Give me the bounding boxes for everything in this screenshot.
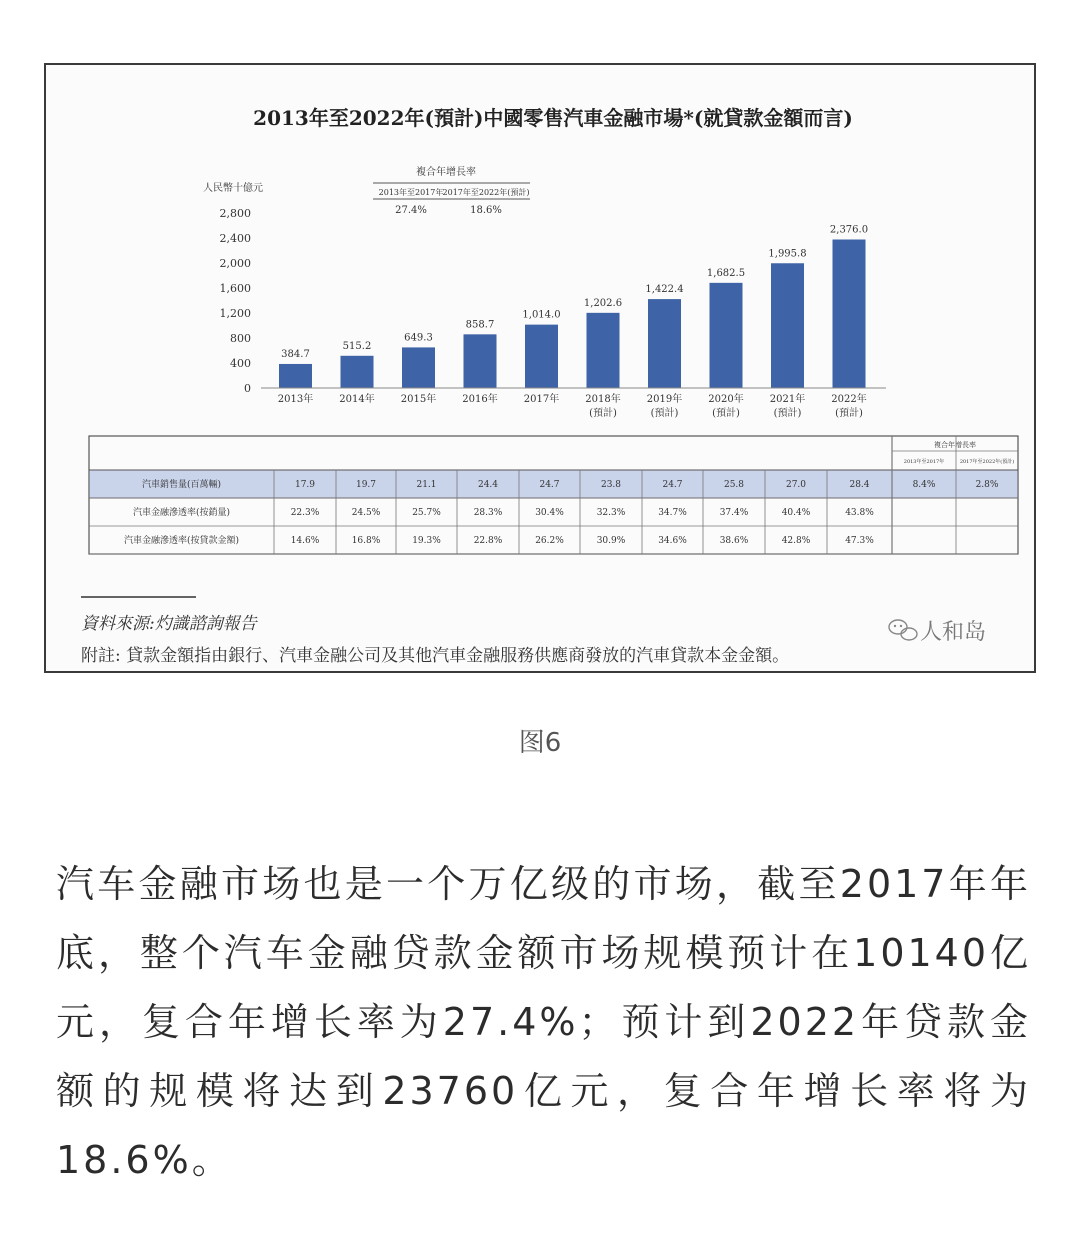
bar-2019 (648, 299, 681, 388)
table-cell: 24.7 (662, 480, 683, 490)
table-cell: 47.3% (845, 536, 874, 546)
chart-svg (46, 65, 1034, 671)
x-tick-note: (預計) (773, 408, 802, 419)
table-cell: 24.5% (351, 508, 381, 518)
table-cell: 37.4% (719, 508, 749, 518)
y-axis-ticks (220, 207, 252, 395)
bar-value-label: 1,014.0 (522, 309, 561, 321)
x-tick-label: 2019年 (646, 394, 683, 405)
table-cell: 24.7 (539, 480, 560, 490)
bar-value-label: 2,376.0 (829, 224, 869, 236)
table-cell: 27.0 (785, 480, 807, 490)
y-tick-label: 2,000 (219, 257, 251, 270)
cagr-annotation (373, 165, 530, 216)
wechat-icon (889, 620, 917, 640)
y-tick-label: 2,800 (219, 207, 251, 220)
bar-value-label: 1,995.8 (768, 248, 807, 260)
cagr-period-2: 2017年至2022年(預計) (442, 188, 530, 197)
x-tick-note: (預計) (712, 408, 740, 419)
x-tick-label: 2018年 (585, 394, 621, 405)
bar-2015 (402, 347, 435, 388)
x-tick-note: (預計) (589, 408, 617, 419)
table-cell: 34.6% (658, 536, 687, 546)
data-table (89, 436, 1018, 554)
note-text: 附註: 貸款金額指由銀行、汽車金融公司及其他汽車金融服務供應商發放的汽車貸款本金金額。 (81, 646, 790, 666)
table-cell: 43.8% (845, 508, 874, 518)
bar-value-label: 515.2 (342, 340, 372, 352)
table-cell: 21.1 (416, 480, 437, 490)
table-cell: 22.8% (473, 536, 503, 546)
bar-2021 (771, 263, 804, 388)
cagr-value-2: 18.6% (470, 205, 502, 216)
bar-2017 (525, 325, 558, 388)
table-row (133, 506, 874, 518)
watermark (889, 620, 986, 645)
figure-caption: 图6 (518, 728, 562, 758)
chart-figure (44, 63, 1036, 673)
table-cell: 16.8% (351, 536, 381, 546)
table-cagr-cell: 2.8% (975, 480, 999, 490)
bar-2020 (710, 283, 743, 388)
table-cell: 23.8 (600, 480, 622, 490)
table-cagr-cell: 8.4% (912, 480, 936, 490)
table-cell: 25.8 (723, 480, 745, 490)
bar-2014 (341, 356, 374, 388)
bar-2016 (464, 334, 497, 388)
x-tick-label: 2017年 (523, 394, 560, 405)
bar-value-label: 858.7 (465, 319, 495, 331)
bar-value-label: 1,202.6 (583, 297, 623, 309)
bar-2018 (587, 313, 620, 388)
bar-2022 (833, 240, 866, 389)
x-axis-labels (278, 392, 867, 419)
bars (279, 225, 868, 389)
bar-value-label: 1,682.5 (706, 267, 746, 279)
x-tick-label: 2020年 (708, 394, 744, 405)
table-cell: 32.3% (596, 508, 626, 518)
table-cell: 22.3% (290, 508, 320, 518)
bar-value-label: 649.3 (404, 332, 433, 344)
cagr-period-1: 2013年至2017年 (378, 188, 444, 197)
y-tick-label: 0 (244, 382, 251, 395)
table-cell: 38.6% (719, 536, 749, 546)
x-tick-label: 2022年 (831, 394, 867, 405)
table-cell: 26.2% (535, 536, 564, 546)
table-cagr-header: 複合年增長率 (934, 441, 976, 449)
x-tick-label: 2013年 (277, 394, 314, 405)
table-cagr-period: 2013年至2017年 (903, 459, 945, 465)
table-cell: 24.4 (477, 480, 499, 490)
y-tick-label: 2,400 (219, 232, 251, 245)
y-tick-label: 1,200 (219, 307, 251, 320)
article-paragraph: 汽车金融市场也是一个万亿级的市场，截至2017年年底，整个汽车金融贷款金额市场规模预计在10140亿元，复合年增长率为27.4%；预计到2022年贷款金额的规模将达到23760亿元，复合年增长率将为18.6%。 (56, 862, 1031, 1182)
cagr-title: 複合年增長率 (416, 167, 476, 178)
table-cell: 14.6% (290, 536, 320, 546)
table-cell: 17.9 (294, 480, 316, 490)
bar-value-label: 1,422.4 (645, 284, 684, 296)
table-cell: 19.7 (355, 480, 377, 490)
table-row-label: 汽車金融滲透率(按銷量) (132, 508, 231, 518)
source-text: 資料來源:灼識諮詢報告 (81, 614, 257, 634)
table-cell: 28.4 (849, 480, 870, 490)
y-tick-label: 800 (230, 332, 251, 345)
chart-title: 2013年至2022年(預計)中國零售汽車金融市場*(就貸款金額而言) (253, 106, 853, 130)
table-row-label: 汽車銷售量(百萬輛) (141, 480, 222, 490)
table-row (124, 534, 874, 546)
y-tick-label: 1,600 (219, 282, 251, 295)
table-cagr-period: 2017年至2022年(預計) (959, 459, 1015, 465)
watermark-text: 人和岛 (920, 620, 987, 645)
table-cell: 30.9% (596, 536, 626, 546)
y-unit-label: 人民幣十億元 (203, 183, 263, 194)
x-tick-label: 2016年 (462, 394, 498, 405)
bar-2013 (279, 364, 312, 388)
table-cell: 28.3% (473, 508, 503, 518)
x-tick-note: (預計) (835, 408, 863, 419)
bar-value-label: 384.7 (281, 348, 310, 360)
table-row-label: 汽車金融滲透率(按貸款金額) (123, 536, 240, 546)
y-tick-label: 400 (230, 357, 251, 370)
table-cell: 40.4% (781, 508, 811, 518)
table-cell: 34.7% (658, 508, 687, 518)
table-cell: 42.8% (781, 536, 811, 546)
table-cell: 19.3% (412, 536, 441, 546)
table-cell: 30.4% (535, 508, 564, 518)
x-tick-note: (預計) (650, 408, 679, 419)
x-tick-label: 2015年 (400, 394, 437, 405)
x-tick-label: 2021年 (769, 394, 806, 405)
table-cell: 25.7% (412, 508, 441, 518)
cagr-value-1: 27.4% (395, 205, 427, 216)
x-tick-label: 2014年 (339, 394, 375, 405)
